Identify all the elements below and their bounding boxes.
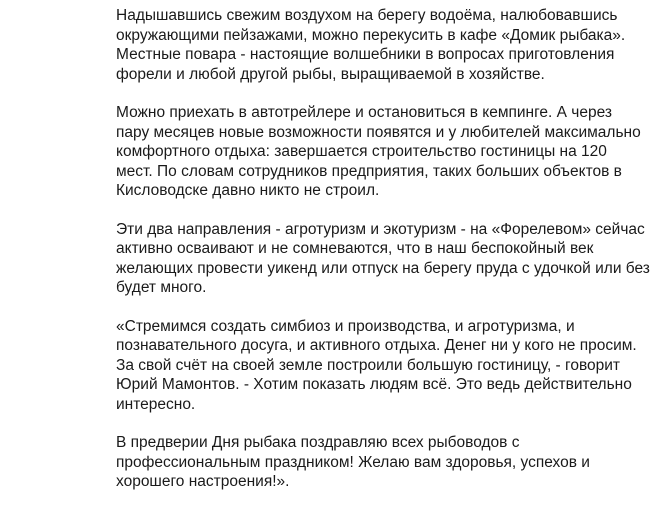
- paragraph-tourism: [116, 220, 656, 298]
- text-line: Эти два направления - агротуризм и экотуризм - на «Форелевом» сейчас: [116, 220, 645, 238]
- text-line: активно осваивают и не сомневаются, что в наш беспокойный век: [116, 240, 594, 257]
- text-line: форели и любой другой рыбы, выращиваемой в хозяйстве.: [116, 65, 545, 83]
- text-line: Можно приехать в автотрейлере и остановиться в кемпинге. А через: [116, 104, 612, 121]
- text-line: желающих провести уикенд или отпуск на берегу пруда с удочкой или без: [116, 259, 650, 277]
- paragraph-quote: [116, 317, 656, 415]
- text-line: Надышавшись свежим воздухом на берегу водоёма, налюбовавшись: [116, 7, 618, 24]
- paragraph-greeting: [116, 433, 656, 492]
- text-line: «Стремимся создать симбиоз и производства, и агротуризма, и: [116, 317, 575, 335]
- text-line: мест. По словам сотрудников предприятия, таких больших объектов в: [116, 162, 622, 180]
- text-line: познавательного досуга, и активного отдыха. Денег ни у кого не просим.: [116, 337, 637, 354]
- text-line: За свой счёт на своей земле построили большую гостиницу, - говорит: [116, 356, 621, 374]
- paragraph-camping: [116, 103, 656, 201]
- text-line: пару месяцев новые возможности появятся и у любителей максимально: [116, 123, 641, 141]
- text-line: В предверии Дня рыбака поздравляю всех рыбоводов с: [116, 434, 520, 451]
- text-line: интересно.: [116, 395, 196, 413]
- text-line: окружающими пейзажами, можно перекусить в кафе «Домик рыбака».: [116, 26, 626, 44]
- text-line: Кисловодске давно никто не строил.: [116, 182, 380, 199]
- text-line: хорошего настроения!».: [116, 473, 290, 490]
- paragraph-cafe: [116, 6, 656, 84]
- text-line: профессиональным праздником! Желаю вам здоровья, успехов и: [116, 453, 590, 471]
- text-line: комфортного отдыха: завершается строительство гостиницы на 120: [116, 143, 607, 160]
- text-line: Местные повара - настоящие волшебники в вопросах приготовления: [116, 46, 615, 63]
- article-body: [116, 6, 656, 511]
- text-line: будет много.: [116, 279, 207, 296]
- text-line: Юрий Мамонтов. - Хотим показать людям всё. Это ведь действительно: [116, 376, 632, 393]
